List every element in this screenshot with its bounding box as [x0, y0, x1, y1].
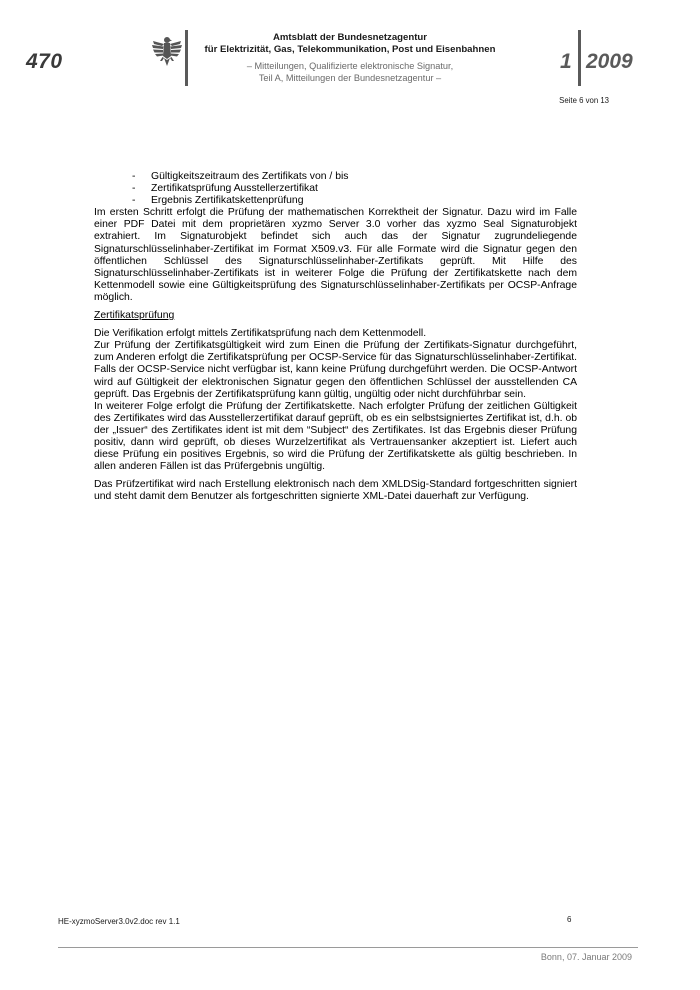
subtitle-line-2: Teil A, Mitteilungen der Bundesnetzagentur – — [258, 72, 442, 83]
header-divider-left — [185, 30, 188, 86]
subtitle-line-1: – Mitteilungen, Qualifizierte elektronische Signatur, — [246, 61, 454, 71]
page-number: 470 — [26, 50, 63, 73]
federal-eagle-icon — [150, 34, 184, 68]
criteria-list — [94, 171, 577, 207]
paragraph-chain-check: In weiterer Folge erfolgt die Prüfung der Zertifikatskette. Nach erfolgter Prüfung der zeitlichen Gültigkeit des Zertifikates wird das Ausstellerzertifikat darauf geprüft, ob es ein selbstsigniertes Zertifikat ist, d.h. ob der „Issuer“ des Zertifikates ident ist mit dem “Subject“ des Zertifikates. Ist das Ergebnis dieser Prüfung positiv, dann wird geprüft, ob dieses Wurzelzertifikat als Vertrauensanker akzeptiert ist. Liefert auch diese Prüfung ein positives Ergebnis, so wird die Prüfung der Zertifikatskette als gültig beschrieben. In allen anderen Fällen ist das Prüfergebnis ungültig. — [94, 400, 577, 473]
publisher-line-1: Amtsblatt der Bundesnetzagentur — [272, 32, 428, 43]
list-item: - Ergebnis Zertifikatskettenprüfung — [132, 195, 304, 207]
paragraph-signature-check: Im ersten Schritt erfolgt die Prüfung der mathematischen Korrektheit der Signatur. Dazu wird im Falle einer PDF Datei mit dem proprietären xyzmo Server 3.0 vorher das xyzmo Seal Signaturobjekt extrahiert. Im Signaturobjekt befindet sich auch das der Signatur zugrundeliegende Signaturschlüsselinhaber-Zertifikat im Format X509.v3. Für alle Formate wird die Signatur gegen den öffentlichen Schlüssel des Signaturschlüsselinhaber-Zertifikats geprüft. Mit Hilfe des Signaturschlüsselinhaber-Zertifikats ist in weiterer Folge die Prüfung der Zertifikatskette nach dem Kettenmodell sowie eine Gültigkeitsprüfung des Signaturschlüsselinhaber-Zertifikats per OCSP-Anfrage möglich. — [94, 207, 577, 303]
list-item: - Gültigkeitszeitraum des Zertifikats von / bis — [132, 171, 349, 182]
paragraph-test-certificate: Das Prüfzertifikat wird nach Erstellung elektronisch nach dem XMLDSig-Standard fortgeschritten signiert und steht damit dem Benutzer als fortgeschritten signierte XML-Datei dauerhaft zur Verfügung. — [94, 479, 577, 503]
page-reference: Seite 6 von 13 — [559, 96, 609, 105]
paragraph-verification: Die Verifikation erfolgt mittels Zertifikatsprüfung nach dem Kettenmodell. — [94, 328, 427, 340]
publisher-line-2: für Elektrizität, Gas, Telekommunikation, Post und Eisenbahnen — [204, 44, 496, 55]
list-item: - Zertifikatsprüfung Ausstellerzertifikat — [132, 183, 318, 195]
footer-divider — [58, 947, 638, 948]
footer-document-page: 6 — [567, 915, 572, 924]
section-heading: Zertifikatsprüfung — [94, 310, 175, 322]
paragraph-certificate-validity: Zur Prüfung der Zertifikatsgültigkeit wird zum Einen die Prüfung der Zertifikats-Signatur durchgeführt, zum Anderen erfolgt die Zertifikatsprüfung per OCSP-Service für das Signaturschlüsselinhaber-Zertifikat. Falls der OCSP-Service nicht verfügbar ist, kann keine Prüfung durchgeführt werden. Die OCSP-Antwort wird auf Gültigkeit der elektronischen Signatur gegen den öffentlichen Schlüssel der ausstellenden CA geprüft. Das Ergebnis der Zertifikatsprüfung kann gültig, ungültig oder nicht durchführbar sein. — [94, 340, 577, 400]
footer-document-name: HE-xyzmoServer3.0v2.doc rev 1.1 — [58, 917, 180, 926]
header-divider-right — [578, 30, 581, 86]
footer-date: Bonn, 07. Januar 2009 — [540, 952, 632, 962]
document-body — [94, 171, 577, 503]
issue-year: 2009 — [586, 50, 633, 73]
issue-number: 1 — [560, 50, 572, 73]
header-center — [200, 32, 500, 84]
